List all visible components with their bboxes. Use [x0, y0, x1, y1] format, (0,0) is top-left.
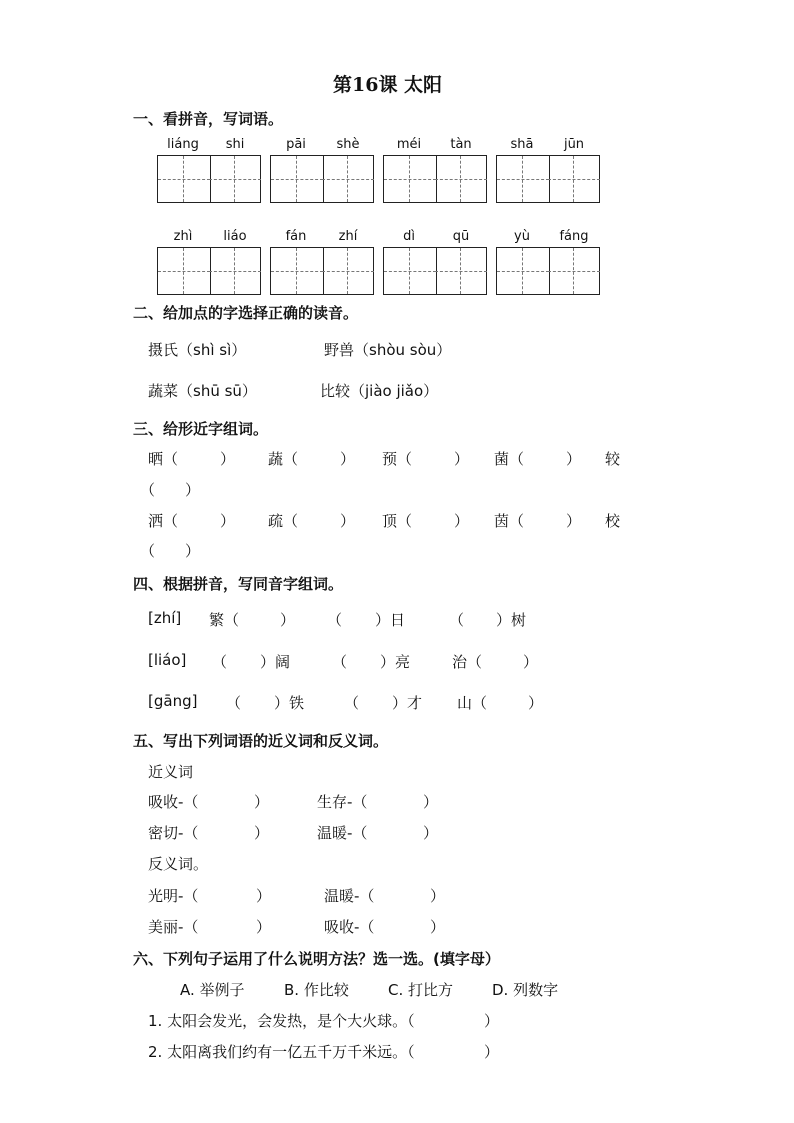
word-blank: ） [430, 887, 446, 905]
tianzige-writing-box[interactable] [157, 247, 261, 295]
tianzige-writing-box[interactable] [270, 247, 374, 295]
pinyin-label: shè [336, 137, 360, 152]
word-blank: 晒（ [148, 450, 179, 468]
tianzige-writing-box[interactable] [270, 155, 374, 203]
reading-item: 比较（jiào jiǎo） [320, 382, 439, 400]
word-blank: ） [340, 512, 356, 530]
writing-cell[interactable] [322, 156, 374, 202]
pinyin-label: zhí [338, 229, 358, 244]
writing-cell[interactable] [384, 156, 437, 202]
tianzige-writing-box[interactable] [496, 247, 600, 295]
pinyin-label: jūn [563, 137, 585, 152]
antonym-label: 反义词。 [148, 855, 209, 873]
word-blank: 吸收-（ [324, 918, 375, 936]
writing-cell[interactable] [158, 248, 211, 294]
word-blank: ） [256, 918, 272, 936]
word-blank: ） [528, 694, 544, 712]
word-blank: 吸收-（ [148, 793, 199, 811]
synonym-label: 近义词 [148, 763, 194, 781]
reading-item: 蔬菜（shū sū） [148, 382, 257, 400]
word-blank: （ ） [140, 481, 201, 499]
writing-cell[interactable] [209, 156, 261, 202]
section-1-heading: 一、看拼音，写词语。 [133, 110, 284, 128]
question-1-blank-end: ） [484, 1012, 500, 1030]
word-blank: ） [280, 611, 296, 629]
word-blank: 预（ [382, 450, 413, 468]
pinyin-label: [liáo] [148, 651, 187, 669]
word-blank: （ [344, 694, 360, 712]
word-blank: （ [212, 653, 228, 671]
tianzige-writing-box[interactable] [383, 247, 487, 295]
pinyin-label: qū [452, 229, 470, 244]
writing-cell[interactable] [435, 248, 487, 294]
reading-item: 野兽（shòu sòu） [324, 341, 452, 359]
word-blank: ）才 [392, 694, 423, 712]
pinyin-label: liáo [223, 229, 247, 244]
word-blank: 蔬（ [268, 450, 299, 468]
word-blank: 繁（ [209, 611, 240, 629]
writing-cell[interactable] [435, 156, 487, 202]
option-b: B. 作比较 [284, 981, 349, 999]
section-5-heading: 五、写出下列词语的近义词和反义词。 [133, 732, 389, 750]
word-blank: （ [226, 694, 242, 712]
pinyin-label: liáng [167, 137, 199, 152]
pinyin-label: [zhí] [148, 609, 182, 627]
word-blank: 洒（ [148, 512, 179, 530]
word-blank: ） [423, 793, 439, 811]
tianzige-writing-box[interactable] [496, 155, 600, 203]
word-blank: 疏（ [268, 512, 299, 530]
word-blank: ） [256, 887, 272, 905]
word-blank: 治（ [452, 653, 483, 671]
section-3-heading: 三、给形近字组词。 [133, 420, 269, 438]
word-blank: 美丽-（ [148, 918, 199, 936]
writing-cell[interactable] [497, 156, 550, 202]
word-blank: （ ） [140, 542, 201, 560]
option-d: D. 列数字 [492, 981, 559, 999]
word-blank: ） [566, 512, 582, 530]
word-blank: 生存-（ [317, 793, 368, 811]
option-a: A. 举例子 [180, 981, 245, 999]
pinyin-label: zhì [173, 229, 193, 244]
writing-cell[interactable] [209, 248, 261, 294]
pinyin-label: shi [225, 137, 245, 152]
word-blank: ）树 [496, 611, 527, 629]
reading-item: 摄氏（shì sì） [148, 341, 247, 359]
word-blank: ） [566, 450, 582, 468]
section-4-heading: 四、根据拼音，写同音字组词。 [133, 575, 344, 593]
section-6-heading: 六、下列句子运用了什么说明方法？选一选。(填字母） [133, 950, 500, 968]
word-blank: （ [449, 611, 465, 629]
pinyin-label: fán [285, 229, 307, 244]
option-c: C. 打比方 [388, 981, 454, 999]
writing-cell[interactable] [271, 248, 324, 294]
word-blank: ）阔 [260, 653, 291, 671]
writing-cell[interactable] [158, 156, 211, 202]
question-2: 2. 太阳离我们约有一亿五千万千米远。（ [148, 1043, 415, 1061]
word-blank: ）铁 [274, 694, 305, 712]
word-blank: 茵（ [494, 512, 525, 530]
word-blank: ）亮 [380, 653, 411, 671]
pinyin-label: fáng [559, 229, 589, 244]
word-blank: ） [454, 512, 470, 530]
pinyin-label: méi [396, 137, 422, 152]
pinyin-label: tàn [450, 137, 472, 152]
pinyin-label: yù [514, 229, 530, 244]
word-blank: 密切-（ [148, 824, 199, 842]
word-blank: （ [327, 611, 343, 629]
word-blank: ）日 [375, 611, 406, 629]
word-blank: ） [430, 918, 446, 936]
writing-cell[interactable] [322, 248, 374, 294]
word-blank: 光明-（ [148, 887, 199, 905]
word-blank: 校 [605, 512, 621, 530]
word-blank: 山（ [457, 694, 488, 712]
writing-cell[interactable] [548, 248, 600, 294]
writing-cell[interactable] [271, 156, 324, 202]
question-1: 1. 太阳会发光，会发热，是个大火球。（ [148, 1012, 415, 1030]
word-blank: ） [220, 450, 236, 468]
word-blank: ） [340, 450, 356, 468]
word-blank: ） [454, 450, 470, 468]
word-blank: ） [523, 653, 539, 671]
tianzige-writing-box[interactable] [383, 155, 487, 203]
pinyin-label: [gāng] [148, 692, 198, 710]
word-blank: （ [332, 653, 348, 671]
writing-cell[interactable] [384, 248, 437, 294]
pinyin-label: shā [510, 137, 534, 152]
writing-cell[interactable] [548, 156, 600, 202]
question-2-blank-end: ） [484, 1043, 500, 1061]
word-blank: 温暖-（ [317, 824, 368, 842]
tianzige-writing-box[interactable] [157, 155, 261, 203]
word-blank: 温暖-（ [324, 887, 375, 905]
word-blank: ） [254, 793, 270, 811]
word-blank: 顶（ [382, 512, 413, 530]
section-2-heading: 二、给加点的字选择正确的读音。 [133, 304, 359, 322]
word-blank: ） [423, 824, 439, 842]
word-blank: ） [254, 824, 270, 842]
page-title: 第16课 太阳 [333, 74, 443, 96]
writing-cell[interactable] [497, 248, 550, 294]
pinyin-label: dì [403, 229, 415, 244]
word-blank: 菌（ [494, 450, 525, 468]
pinyin-label: pāi [286, 137, 306, 152]
word-blank: ） [220, 512, 236, 530]
word-blank: 较 [605, 450, 621, 468]
